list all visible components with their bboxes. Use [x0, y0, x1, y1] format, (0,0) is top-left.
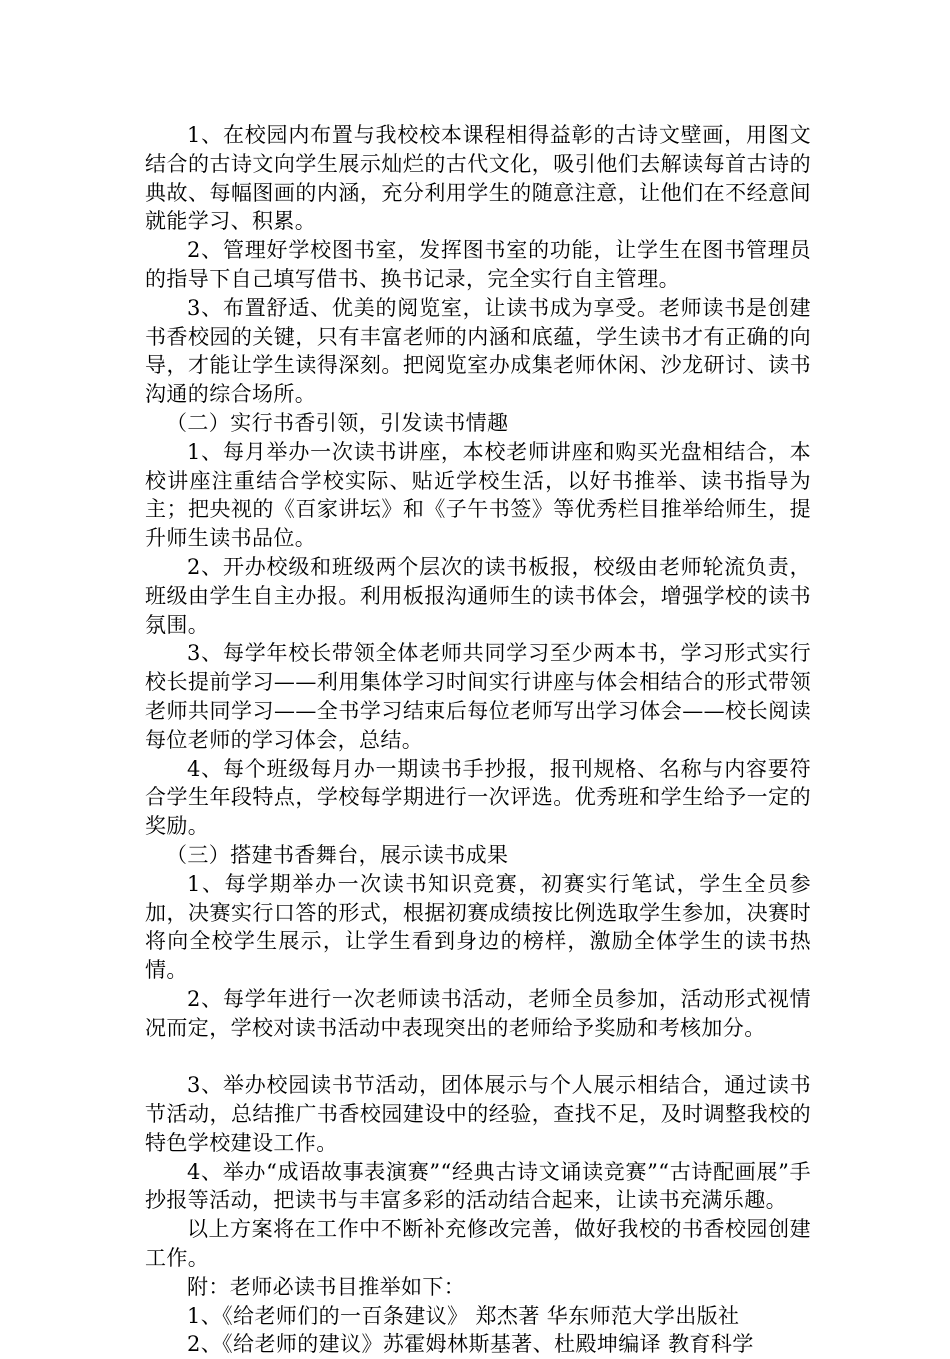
paragraph-activities: 4、举办“成语故事表演赛”“经典古诗文诵读竞赛”“古诗配画展”手抄报等活动，把读书与丰富多彩的活动结合起来，让读书充满乐趣。: [145, 1159, 811, 1213]
paragraph-lectures: 1、每月举办一次读书讲座，本校老师讲座和购买光盘相结合，本校讲座注重结合学校实际、贴近学校生活，以好书推举、读书指导为主；把央视的《百家讲坛》和《子午书签》等优秀栏目推举给师生，提升师生读书品位。: [145, 439, 811, 551]
paragraph-conclusion: 以上方案将在工作中不断补充修改完善，做好我校的书香校园创建工作。: [145, 1217, 811, 1271]
paragraph-mural: 1、在校园内布置与我校校本课程相得益彰的古诗文壁画，用图文结合的古诗文向学生展示灿烂的古代文化，吸引他们去解读每首古诗的典故、每幅图画的内涵，充分利用学生的随意注意，让他们在不经意间就能学习、积累。: [145, 123, 811, 234]
booklist-item-1: 1、《给老师们的一百条建议》 郑杰著 华东师范大学出版社: [187, 1303, 740, 1328]
paragraph-principal-study: 3、每学年校长带领全体老师共同学习至少两本书，学习形式实行校长提前学习——利用集体学习时间实行讲座与体会相结合的形式带领老师共同学习——全书学习结束后每位老师写出学习体会——校长阅读每位老师的学习体会，总结。: [145, 641, 811, 752]
paragraph-reading-room: 3、布置舒适、优美的阅览室，让读书成为享受。老师读书是创建书香校园的关键，只有丰富老师的内涵和底蕴，学生读书才有正确的向导，才能让学生读得深刻。把阅览室办成集老师休闲、沙龙研讨、读书沟通的综合场所。: [145, 295, 811, 407]
document-body: [145, 121, 811, 1359]
paragraph-blackboard: 2、开办校级和班级两个层次的读书板报，校级由老师轮流负责，班级由学生自主办报。利用板报沟通师生的读书体会，增强学校的读书氛围。: [145, 554, 811, 637]
paragraph-handwritten-paper: 4、每个班级每月办一期读书手抄报，报刊规格、名称与内容要符合学生年段特点，学校每学期进行一次评选。优秀班和学生给予一定的奖励。: [145, 756, 811, 839]
blank-line: [145, 1043, 811, 1072]
section-heading-3: （三）搭建书香舞台，展示读书成果: [166, 842, 509, 867]
paragraph-reading-festival: 3、举办校园读书节活动，团体展示与个人展示相结合，通过读书节活动，总结推广书香校园建设中的经验，查找不足，及时调整我校的特色学校建设工作。: [145, 1073, 811, 1155]
paragraph-appendix-intro: 附：老师必读书目推举如下：: [187, 1274, 466, 1299]
paragraph-quiz: 1、每学期举办一次读书知识竞赛，初赛实行笔试，学生全员参加，决赛实行口答的形式，根据初赛成绩按比例选取学生参加，决赛时将向全校学生展示，让学生看到身边的榜样，激励全体学生的读书热情。: [145, 871, 811, 983]
booklist-item-2: 2、《给老师的建议》苏霍姆林斯基著、杜殿坤编译 教育科学: [187, 1332, 754, 1357]
paragraph-teacher-reading: 2、每学年进行一次老师读书活动，老师全员参加，活动形式视情况而定，学校对读书活动中表现突出的老师给予奖励和考核加分。: [145, 986, 811, 1040]
paragraph-library: 2、管理好学校图书室，发挥图书室的功能，让学生在图书管理员的指导下自己填写借书、换书记录，完全实行自主管理。: [145, 238, 811, 291]
section-heading-2: （二）实行书香引领，引发读书情趣: [166, 410, 509, 435]
